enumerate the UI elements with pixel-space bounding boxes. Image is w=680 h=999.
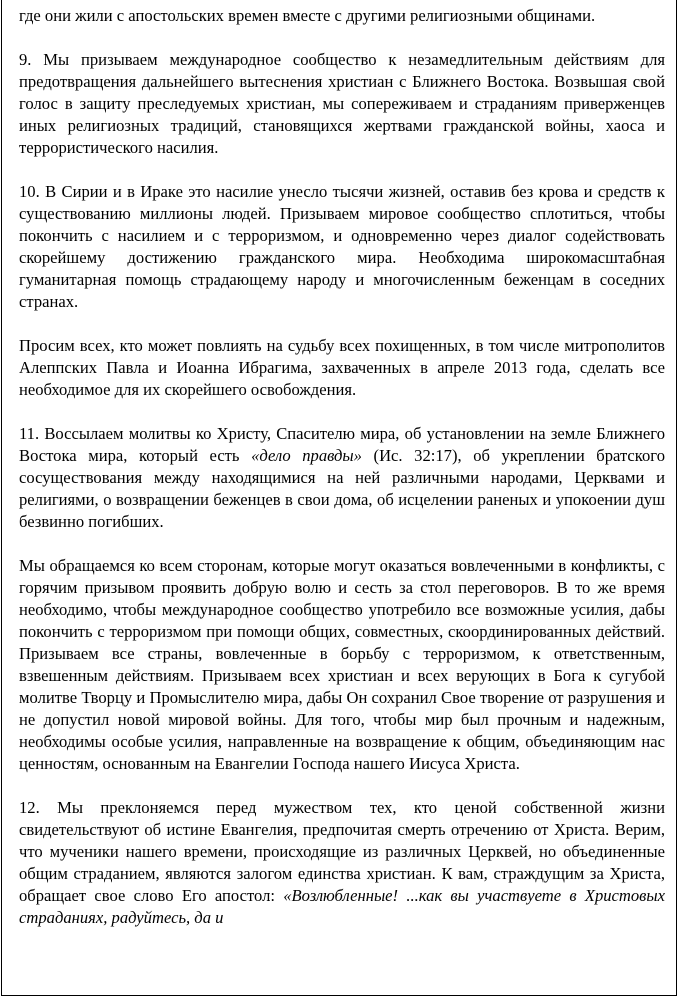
page-frame <box>1 0 677 996</box>
paragraph-continuation: где они жили с апостольских времен вместе с другими религиозными общинами. <box>19 6 596 25</box>
paragraph-11-text-after: (Ис. 32:17), об укреплении братского сосуществования между находящимися на ней различными народами, Церквами и религиями, о возвращении беженцев в свои дома, об исцелении раненых и упокоении душ безвинно погибших. <box>19 446 665 531</box>
paragraph-11-appeal: Мы обращаемся ко всем сторонам, которые могут оказаться вовлеченными в конфликты, с горячим призывом проявить добрую волю и сесть за стол переговоров. В то же время необходимо, чтобы международное сообщество употребило все возможные усилия, дабы покончить с терроризмом при помощи общих, совместных, скоординированных действий. Призываем все страны, вовлеченные в борьбу с терроризмом, к ответственным, взвешенным действиям. Призываем всех христиан и всех верующих в Бога к сугубой молитве Творцу и Промыслителю мира, дабы Он сохранил Свое творение от разрушения и не допустил новой мировой войны. Для того, чтобы мир был прочным и надежным, необходимы особые усилия, направленные на возвращение к общим, объединяющим нас ценностям, основанным на Евангелии Господа нашего Иисуса Христа. <box>19 556 665 773</box>
paragraph-11-text-before: 11. Воссылаем молитвы ко Христу, Спасителю мира, об установлении на земле Ближнего Востока мира, который есть <box>19 424 665 465</box>
paragraph-12-text: 12. Мы преклоняемся перед мужеством тех, кто ценой собственной жизни свидетельствуют об истине Евангелия, предпочитая смерть отречению от Христа. Верим, что мученики нашего времени, происходящие из различных Церквей, но объединенные общим страданием, являются залогом единства христиан. К вам, страждущим за Христа, обращает свое слово Его апостол: <box>19 798 665 905</box>
paragraph-10: 10. В Сирии и в Ираке это насилие унесло тысячи жизней, оставив без крова и средств к существованию миллионы людей. Призываем мировое сообщество сплотиться, чтобы покончить с насилием и с терроризмом, и одновременно через диалог содействовать скорейшему достижению гражданского мира. Необходима широкомасштабная гуманитарная помощь страдающему народу и многочисленным беженцам в соседних странах. <box>19 182 665 311</box>
paragraph-10-appeal: Просим всех, кто может повлиять на судьбу всех похищенных, в том числе митрополитов Алеппских Павла и Иоанна Ибрагима, захваченных в апреле 2013 года, сделать все необходимое для их скорейшего освобождения. <box>19 336 665 399</box>
paragraph-9: 9. Мы призываем международное сообщество к незамедлительным действиям для предотвращения дальнейшего вытеснения христиан с Ближнего Востока. Возвышая свой голос в защиту преследуемых христиан, мы сопереживаем и страданиям приверженцев иных религиозных традиций, становящихся жертвами гражданской войны, хаоса и террористического насилия. <box>19 50 665 157</box>
paragraph-12-quote: «Возлюбленные! ...как вы участвуете в Христовых страданиях, радуйтесь, да и <box>19 886 665 927</box>
paragraph-11-quote: «дело правды» <box>251 446 362 465</box>
document-body <box>19 5 665 929</box>
paragraph-11 <box>19 423 665 533</box>
paragraph-12 <box>19 797 665 929</box>
